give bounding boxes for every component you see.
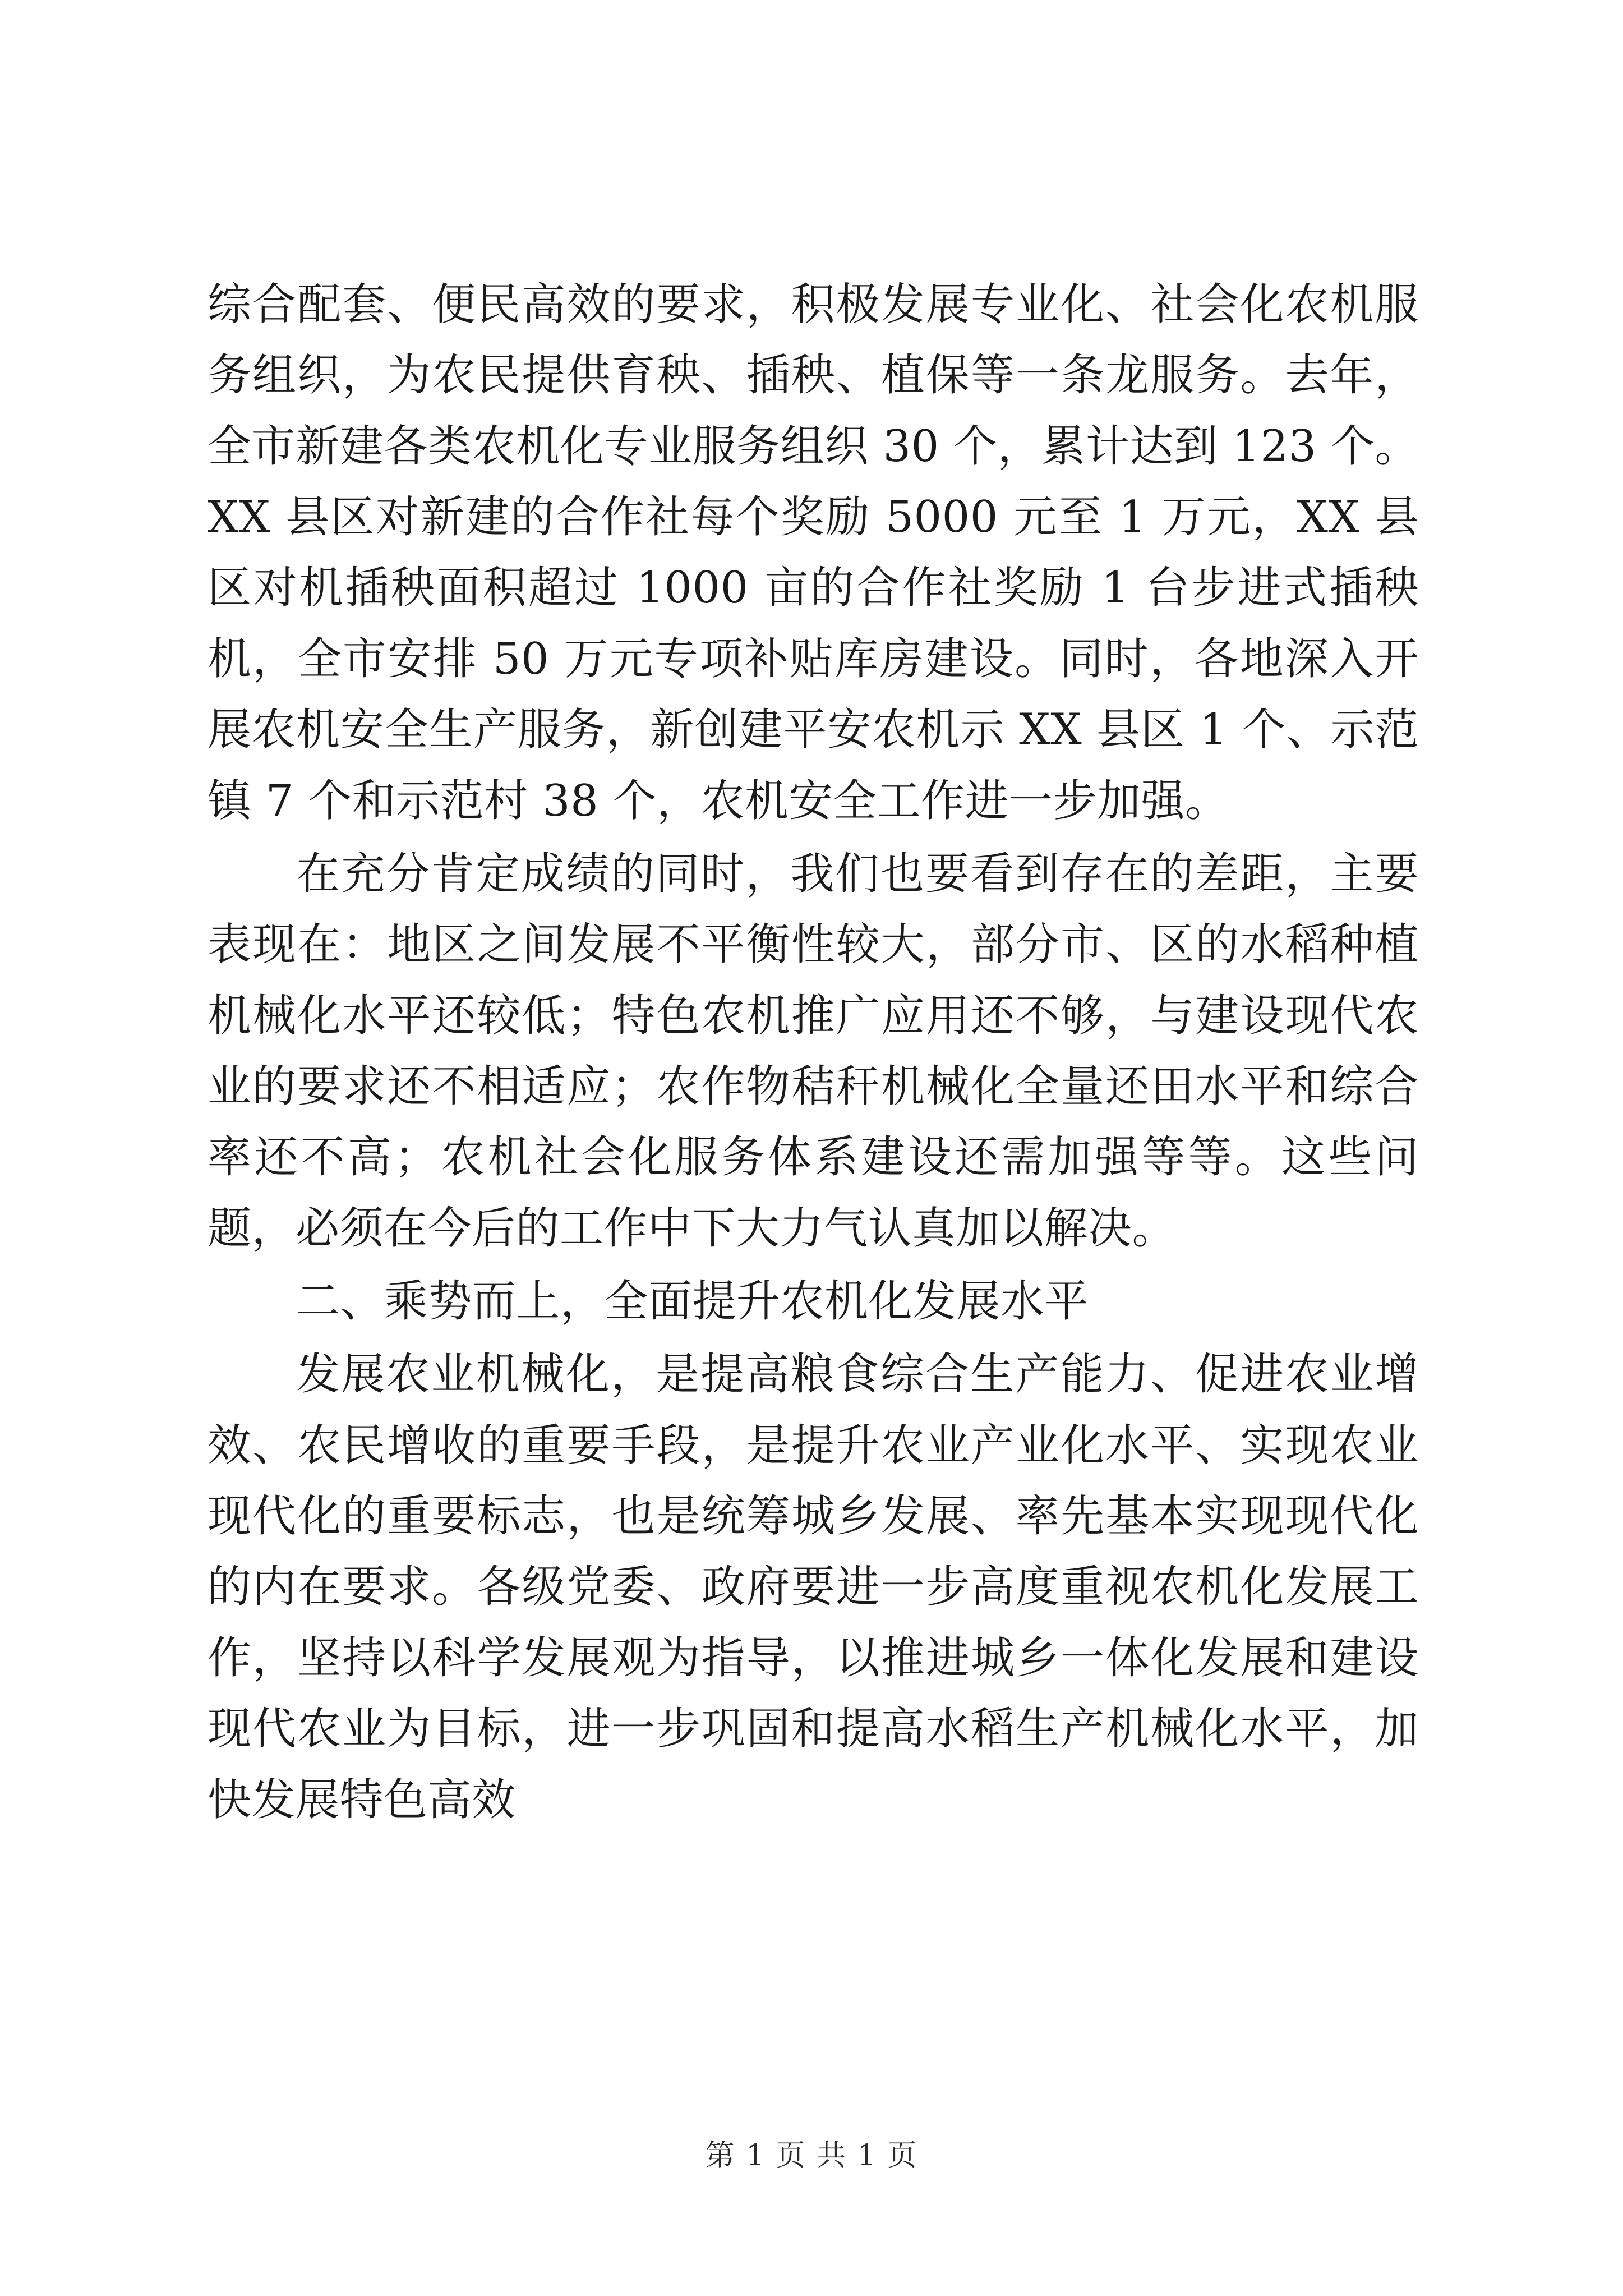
paragraph: 发展农业机械化，是提高粮食综合生产能力、促进农业增效、农民增收的重要手段，是提升农业产业化水平、实现农业现代化的重要标志，也是统筹城乡发展、率先基本实现现代化的内在要求。各级党委、政府要进一步高度重视农机化发展工作，坚持以科学发展观为指导，以推进城乡一体化发展和建设现代农业为目标，进一步巩固和提高水稻生产机械化水平，加快发展特色高效 <box>208 1349 1419 1825</box>
section-heading: 二、乘势而上，全面提升农机化发展水平 <box>296 1276 1089 1327</box>
paragraph: 在充分肯定成绩的同时，我们也要看到存在的差距，主要表现在：地区之间发展不平衡性较大，部分市、区的水稻种植机械化水平还较低；特色农机推广应用还不够，与建设现代农业的要求还不相适应；农作物秸秆机械化全量还田水平和综合率还不高；农机社会化服务体系建设还需加强等等。这些问题，必须在今后的工作中下大力气认真加以解决。 <box>208 848 1419 1254</box>
document-body <box>208 269 1419 1838</box>
paragraph: 综合配套、便民高效的要求，积极发展专业化、社会化农机服务组织，为农民提供育秧、插秧、植保等一条龙服务。去年，全市新建各类农机化专业服务组织 30 个，累计达到 123 个。XX 县区对新建的合作社每个奖励 5000 元至 1 万元，XX 县区对机插秧面积超过 1000 亩的合作社奖励 1 台步进式插秧机，全市安排 50 万元专项补贴库房建设。同时，各地深入开展农机安全生产服务，新创建平安农机示 XX 县区 1 个、示范镇 7 个和示范村 38 个，农机安全工作进一步加强。 <box>208 279 1419 826</box>
page-footer: 第 1 页 共 1 页 <box>705 2139 918 2173</box>
